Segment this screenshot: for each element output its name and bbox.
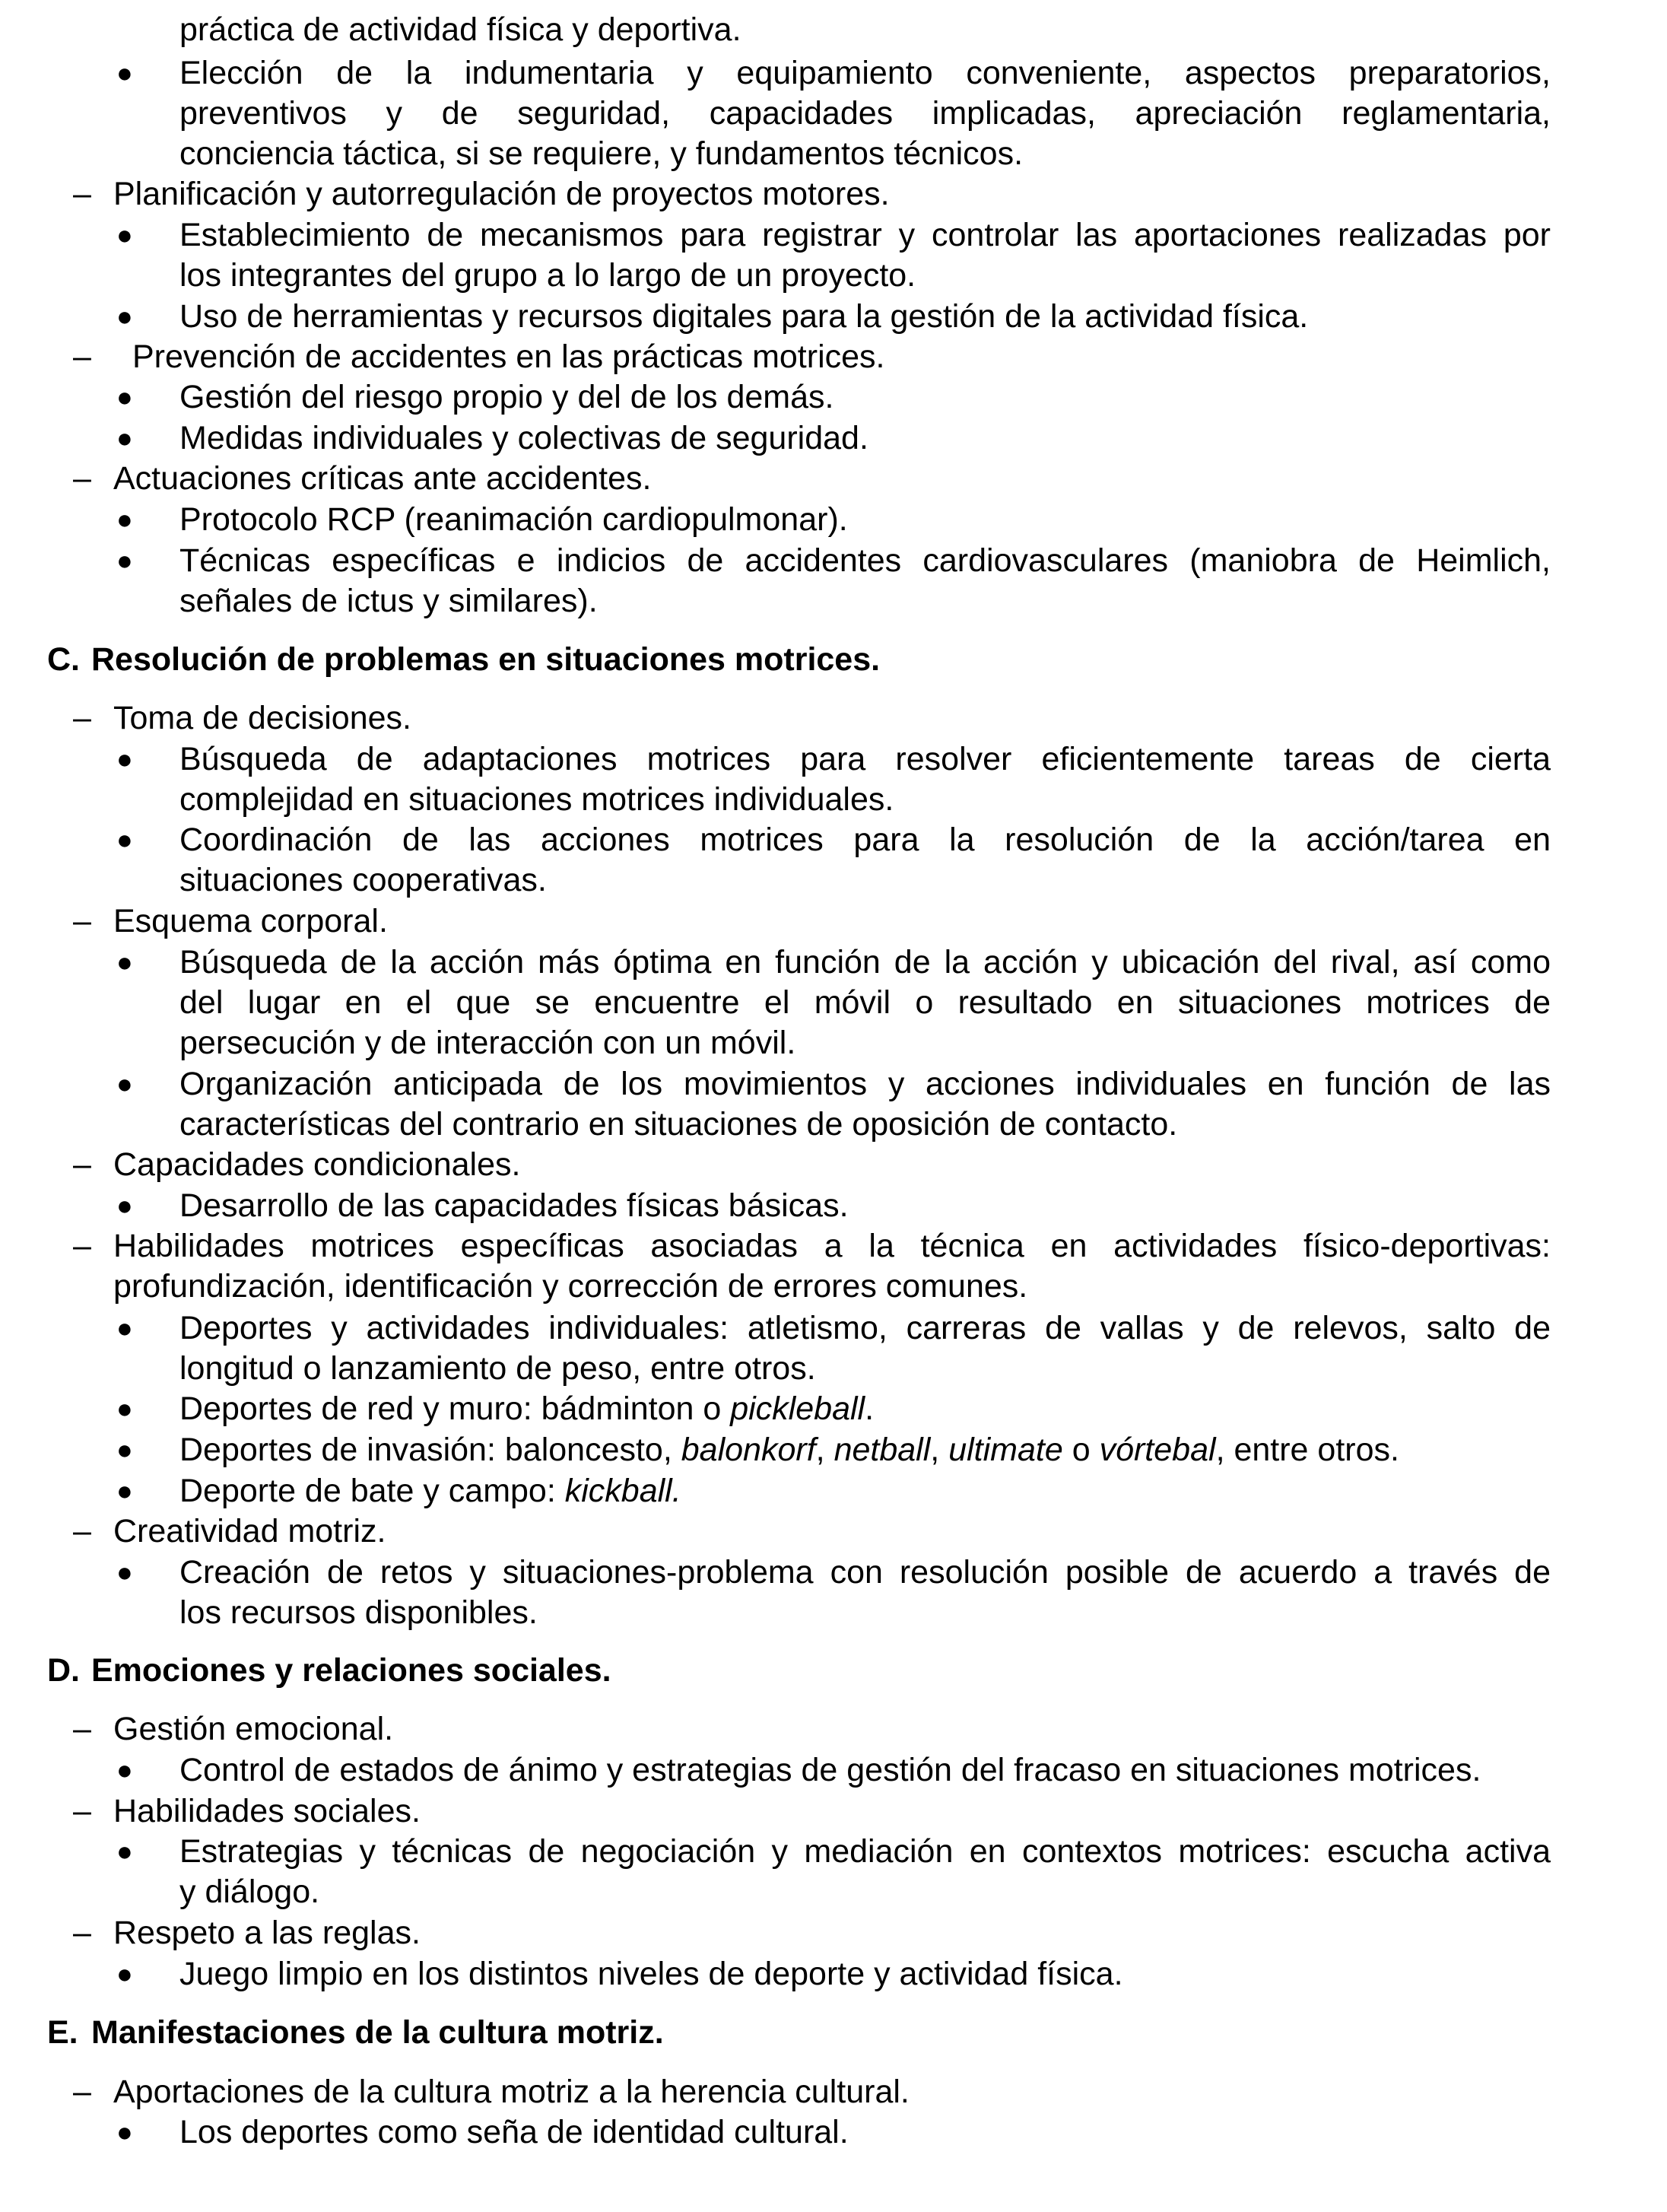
list-item: Esquema corporal. bbox=[113, 903, 388, 939]
text-line: los integrantes del grupo a lo largo de un proyecto. bbox=[179, 257, 916, 294]
text-line: conciencia táctica, si se requiere, y fundamentos técnicos. bbox=[179, 135, 1024, 172]
text-line: Organización anticipada de los movimientos y acciones individuales en función de las bbox=[179, 1066, 1551, 1102]
bullet-marker: ● bbox=[116, 219, 133, 250]
text-line: del lugar en el que se encuentre el móvil o resultado en situaciones motrices de bbox=[179, 984, 1551, 1021]
section-letter: D. bbox=[47, 1652, 80, 1689]
text-line: práctica de actividad física y deportiva. bbox=[179, 11, 741, 48]
text-run: , entre otros. bbox=[1215, 1432, 1399, 1468]
bullet-marker: ● bbox=[116, 1393, 133, 1424]
list-item: Actuaciones críticas ante accidentes. bbox=[113, 460, 652, 497]
section-letter: C. bbox=[47, 641, 80, 678]
text-run: Deportes de red y muro: bádminton o bbox=[179, 1390, 731, 1427]
text-line: Medidas individuales y colectivas de seguridad. bbox=[179, 420, 868, 456]
text-line: Búsqueda de la acción más óptima en función de la acción y ubicación del rival, así como bbox=[179, 944, 1551, 980]
dash-marker: – bbox=[73, 338, 91, 375]
dash-marker: – bbox=[73, 1513, 91, 1549]
dash-marker: – bbox=[73, 1146, 91, 1183]
list-item: Respeto a las reglas. bbox=[113, 1915, 421, 1951]
text-line: características del contrario en situaciones de oposición de contacto. bbox=[179, 1106, 1178, 1143]
list-item: Habilidades motrices específicas asociadas a la técnica en actividades físico-deportivas: bbox=[113, 1228, 1551, 1264]
list-item: Toma de decisiones. bbox=[113, 700, 411, 736]
text-line: Los deportes como seña de identidad cultural. bbox=[179, 2114, 849, 2150]
bullet-marker: ● bbox=[116, 2116, 133, 2147]
list-item: Habilidades sociales. bbox=[113, 1793, 421, 1829]
text-run: Deportes de invasión: baloncesto, bbox=[179, 1432, 681, 1468]
italic-term: vórtebal bbox=[1099, 1432, 1216, 1468]
text-line: Establecimiento de mecanismos para registrar y controlar las aportaciones realizadas por bbox=[179, 217, 1551, 253]
text-run: . bbox=[865, 1390, 875, 1427]
text-line: señales de ictus y similares). bbox=[179, 583, 598, 619]
text-line: los recursos disponibles. bbox=[179, 1594, 538, 1631]
text-line: Creación de retos y situaciones-problema con resolución posible de acuerdo a través de bbox=[179, 1554, 1551, 1591]
bullet-marker: ● bbox=[116, 1475, 133, 1506]
bullet-marker: ● bbox=[116, 300, 133, 332]
text-line: y diálogo. bbox=[179, 1874, 320, 1910]
text-line: preventivos y de seguridad, capacidades implicadas, apreciación reglamentaria, bbox=[179, 95, 1551, 132]
italic-term: kickball. bbox=[564, 1473, 681, 1509]
bullet-marker: ● bbox=[116, 1754, 133, 1785]
bullet-marker: ● bbox=[116, 1434, 133, 1465]
list-item: Prevención de accidentes en las prácticas motrices. bbox=[132, 338, 885, 375]
text-line: Coordinación de las acciones motrices para la resolución de la acción/tarea en bbox=[179, 822, 1551, 858]
bullet-marker: ● bbox=[116, 1835, 133, 1867]
text-line: Uso de herramientas y recursos digitales para la gestión de la actividad física. bbox=[179, 298, 1309, 335]
text-line: Desarrollo de las capacidades físicas básicas. bbox=[179, 1187, 849, 1224]
text-line: Juego limpio en los distintos niveles de deporte y actividad física. bbox=[179, 1956, 1123, 1992]
dash-marker: – bbox=[73, 1711, 91, 1747]
section-heading bbox=[47, 1650, 611, 1691]
bullet-marker: ● bbox=[116, 1068, 133, 1099]
section-heading bbox=[47, 639, 880, 680]
text-line bbox=[179, 1429, 1551, 1470]
bullet-marker: ● bbox=[116, 545, 133, 576]
bullet-marker: ● bbox=[116, 422, 133, 453]
italic-term: ultimate bbox=[948, 1432, 1063, 1468]
text-run: , bbox=[815, 1432, 834, 1468]
text-line: Deportes y actividades individuales: atletismo, carreras de vallas y de relevos, salto de bbox=[179, 1310, 1551, 1346]
text-line: profundización, identificación y corrección de errores comunes. bbox=[113, 1268, 1028, 1305]
list-item: Creatividad motriz. bbox=[113, 1513, 386, 1549]
bullet-marker: ● bbox=[116, 1312, 133, 1343]
dash-marker: – bbox=[73, 176, 91, 212]
text-line: Protocolo RCP (reanimación cardiopulmonar). bbox=[179, 501, 848, 538]
italic-term: pickleball bbox=[730, 1390, 865, 1427]
italic-term: balonkorf bbox=[681, 1432, 816, 1468]
bullet-marker: ● bbox=[116, 946, 133, 977]
section-title: Emociones y relaciones sociales. bbox=[91, 1652, 611, 1689]
list-item: Planificación y autorregulación de proyectos motores. bbox=[113, 176, 890, 212]
bullet-marker: ● bbox=[116, 1556, 133, 1587]
text-line: Estrategias y técnicas de negociación y mediación en contextos motrices: escucha activa bbox=[179, 1833, 1551, 1870]
dash-marker: – bbox=[73, 903, 91, 939]
bullet-marker: ● bbox=[116, 1190, 133, 1221]
dash-marker: – bbox=[73, 1793, 91, 1829]
dash-marker: – bbox=[73, 1228, 91, 1264]
text-run: , bbox=[930, 1432, 949, 1468]
text-line: longitud o lanzamiento de peso, entre otros. bbox=[179, 1350, 816, 1387]
bullet-marker: ● bbox=[116, 1958, 133, 1989]
text-line bbox=[179, 1470, 1551, 1511]
dash-marker: – bbox=[73, 700, 91, 736]
text-line: Técnicas específicas e indicios de accidentes cardiovasculares (maniobra de Heimlich, bbox=[179, 542, 1551, 579]
text-line: Gestión del riesgo propio y del de los demás. bbox=[179, 379, 834, 415]
section-letter: E. bbox=[47, 2014, 78, 2051]
section-title: Manifestaciones de la cultura motriz. bbox=[91, 2014, 664, 2051]
text-line: situaciones cooperativas. bbox=[179, 862, 547, 898]
dash-marker: – bbox=[73, 460, 91, 497]
text-line: Elección de la indumentaria y equipamiento conveniente, aspectos preparatorios, bbox=[179, 55, 1551, 91]
list-item: Gestión emocional. bbox=[113, 1711, 394, 1747]
bullet-marker: ● bbox=[116, 504, 133, 535]
text-line bbox=[179, 1388, 1551, 1429]
text-run: o bbox=[1062, 1432, 1100, 1468]
text-line: complejidad en situaciones motrices individuales. bbox=[179, 781, 894, 818]
dash-marker: – bbox=[73, 2074, 91, 2110]
list-item: Aportaciones de la cultura motriz a la herencia cultural. bbox=[113, 2074, 910, 2110]
section-title: Resolución de problemas en situaciones motrices. bbox=[91, 641, 881, 678]
italic-term: netball bbox=[834, 1432, 931, 1468]
text-line: Control de estados de ánimo y estrategias de gestión del fracaso en situaciones motrices. bbox=[179, 1752, 1481, 1788]
bullet-marker: ● bbox=[116, 57, 133, 88]
list-item: Capacidades condicionales. bbox=[113, 1146, 521, 1183]
text-run: Deporte de bate y campo: bbox=[179, 1473, 565, 1509]
bullet-marker: ● bbox=[116, 743, 133, 774]
text-line: persecución y de interacción con un móvil. bbox=[179, 1025, 796, 1061]
text-line: Búsqueda de adaptaciones motrices para resolver eficientemente tareas de cierta bbox=[179, 741, 1551, 777]
dash-marker: – bbox=[73, 1915, 91, 1951]
section-heading bbox=[47, 2012, 664, 2053]
bullet-marker: ● bbox=[116, 381, 133, 412]
bullet-marker: ● bbox=[116, 824, 133, 855]
